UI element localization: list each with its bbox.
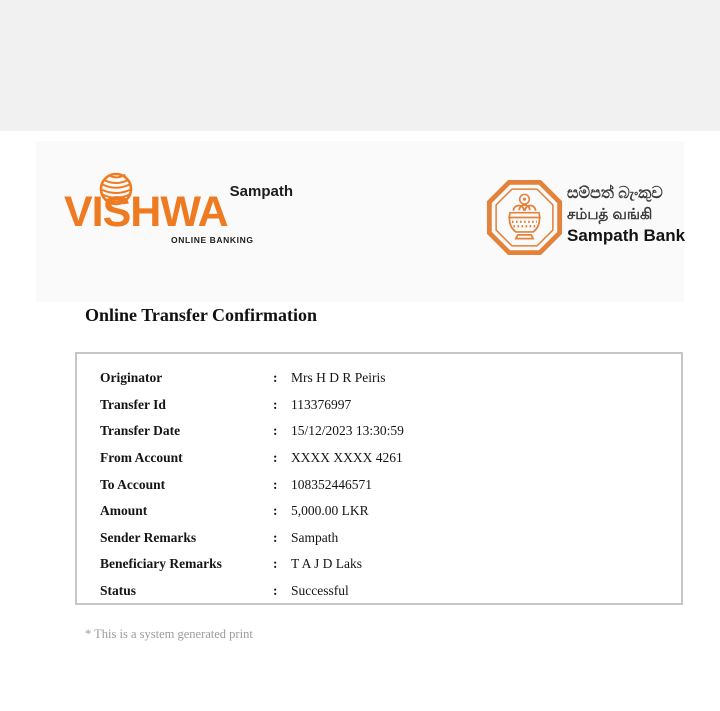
sampath-bank-logo	[486, 179, 686, 259]
bank-name-sinhala: සම්පත් බැංකුව	[567, 185, 663, 202]
row-label: Originator	[100, 370, 163, 386]
row-value: XXXX XXXX 4261	[291, 450, 403, 466]
vishwa-wordmark: VISHWA	[64, 188, 228, 236]
table-row-to-account	[77, 471, 681, 498]
bank-name-block	[567, 183, 685, 247]
system-generated-note: * This is a system generated print	[85, 627, 253, 641]
table-row-status	[77, 578, 681, 605]
row-separator: :	[273, 423, 278, 439]
top-band	[0, 0, 720, 131]
page-title: Online Transfer Confirmation	[85, 305, 318, 325]
table-row-originator	[77, 365, 681, 392]
row-label: Amount	[100, 503, 148, 519]
row-separator: :	[273, 556, 278, 572]
row-label: Sender Remarks	[100, 529, 197, 545]
row-label: Status	[100, 583, 137, 599]
row-value: 113376997	[291, 396, 352, 412]
table-row-transfer-id	[77, 392, 681, 419]
row-value: 5,000.00 LKR	[291, 503, 369, 519]
row-separator: :	[273, 450, 278, 466]
row-label: Beneficiary Remarks	[100, 556, 222, 572]
row-separator: :	[273, 583, 278, 599]
table-row-from-account	[77, 445, 681, 472]
vishwa-logo	[60, 168, 293, 258]
transfer-details-table	[75, 352, 683, 605]
row-value: 108352446571	[291, 476, 372, 492]
bank-name-tamil: சம்பத் வங்கி	[567, 206, 653, 223]
row-value: Mrs H D R Peiris	[291, 370, 386, 386]
row-value: Sampath	[291, 529, 339, 545]
table-row-sender-remarks	[77, 525, 681, 552]
row-value: Successful	[291, 583, 349, 599]
bank-name-english: Sampath Bank	[567, 226, 686, 245]
table-row-amount	[77, 498, 681, 525]
row-value: T A J D Laks	[291, 556, 363, 572]
row-separator: :	[273, 370, 278, 386]
row-label: Transfer Id	[100, 396, 166, 412]
row-label: To Account	[100, 476, 166, 492]
sampath-punkalasa-emblem-icon	[486, 179, 563, 261]
row-label: From Account	[100, 450, 183, 466]
row-separator: :	[273, 396, 278, 412]
vishwa-sampath-label: Sampath	[229, 183, 293, 200]
table-row-beneficiary-remarks	[77, 551, 681, 578]
row-label: Transfer Date	[100, 423, 181, 439]
vishwa-tagline: ONLINE BANKING	[171, 235, 254, 245]
row-separator: :	[273, 503, 278, 519]
row-separator: :	[273, 476, 278, 492]
row-separator: :	[273, 529, 278, 545]
row-value: 15/12/2023 13:30:59	[291, 423, 404, 439]
table-row-transfer-date	[77, 418, 681, 445]
